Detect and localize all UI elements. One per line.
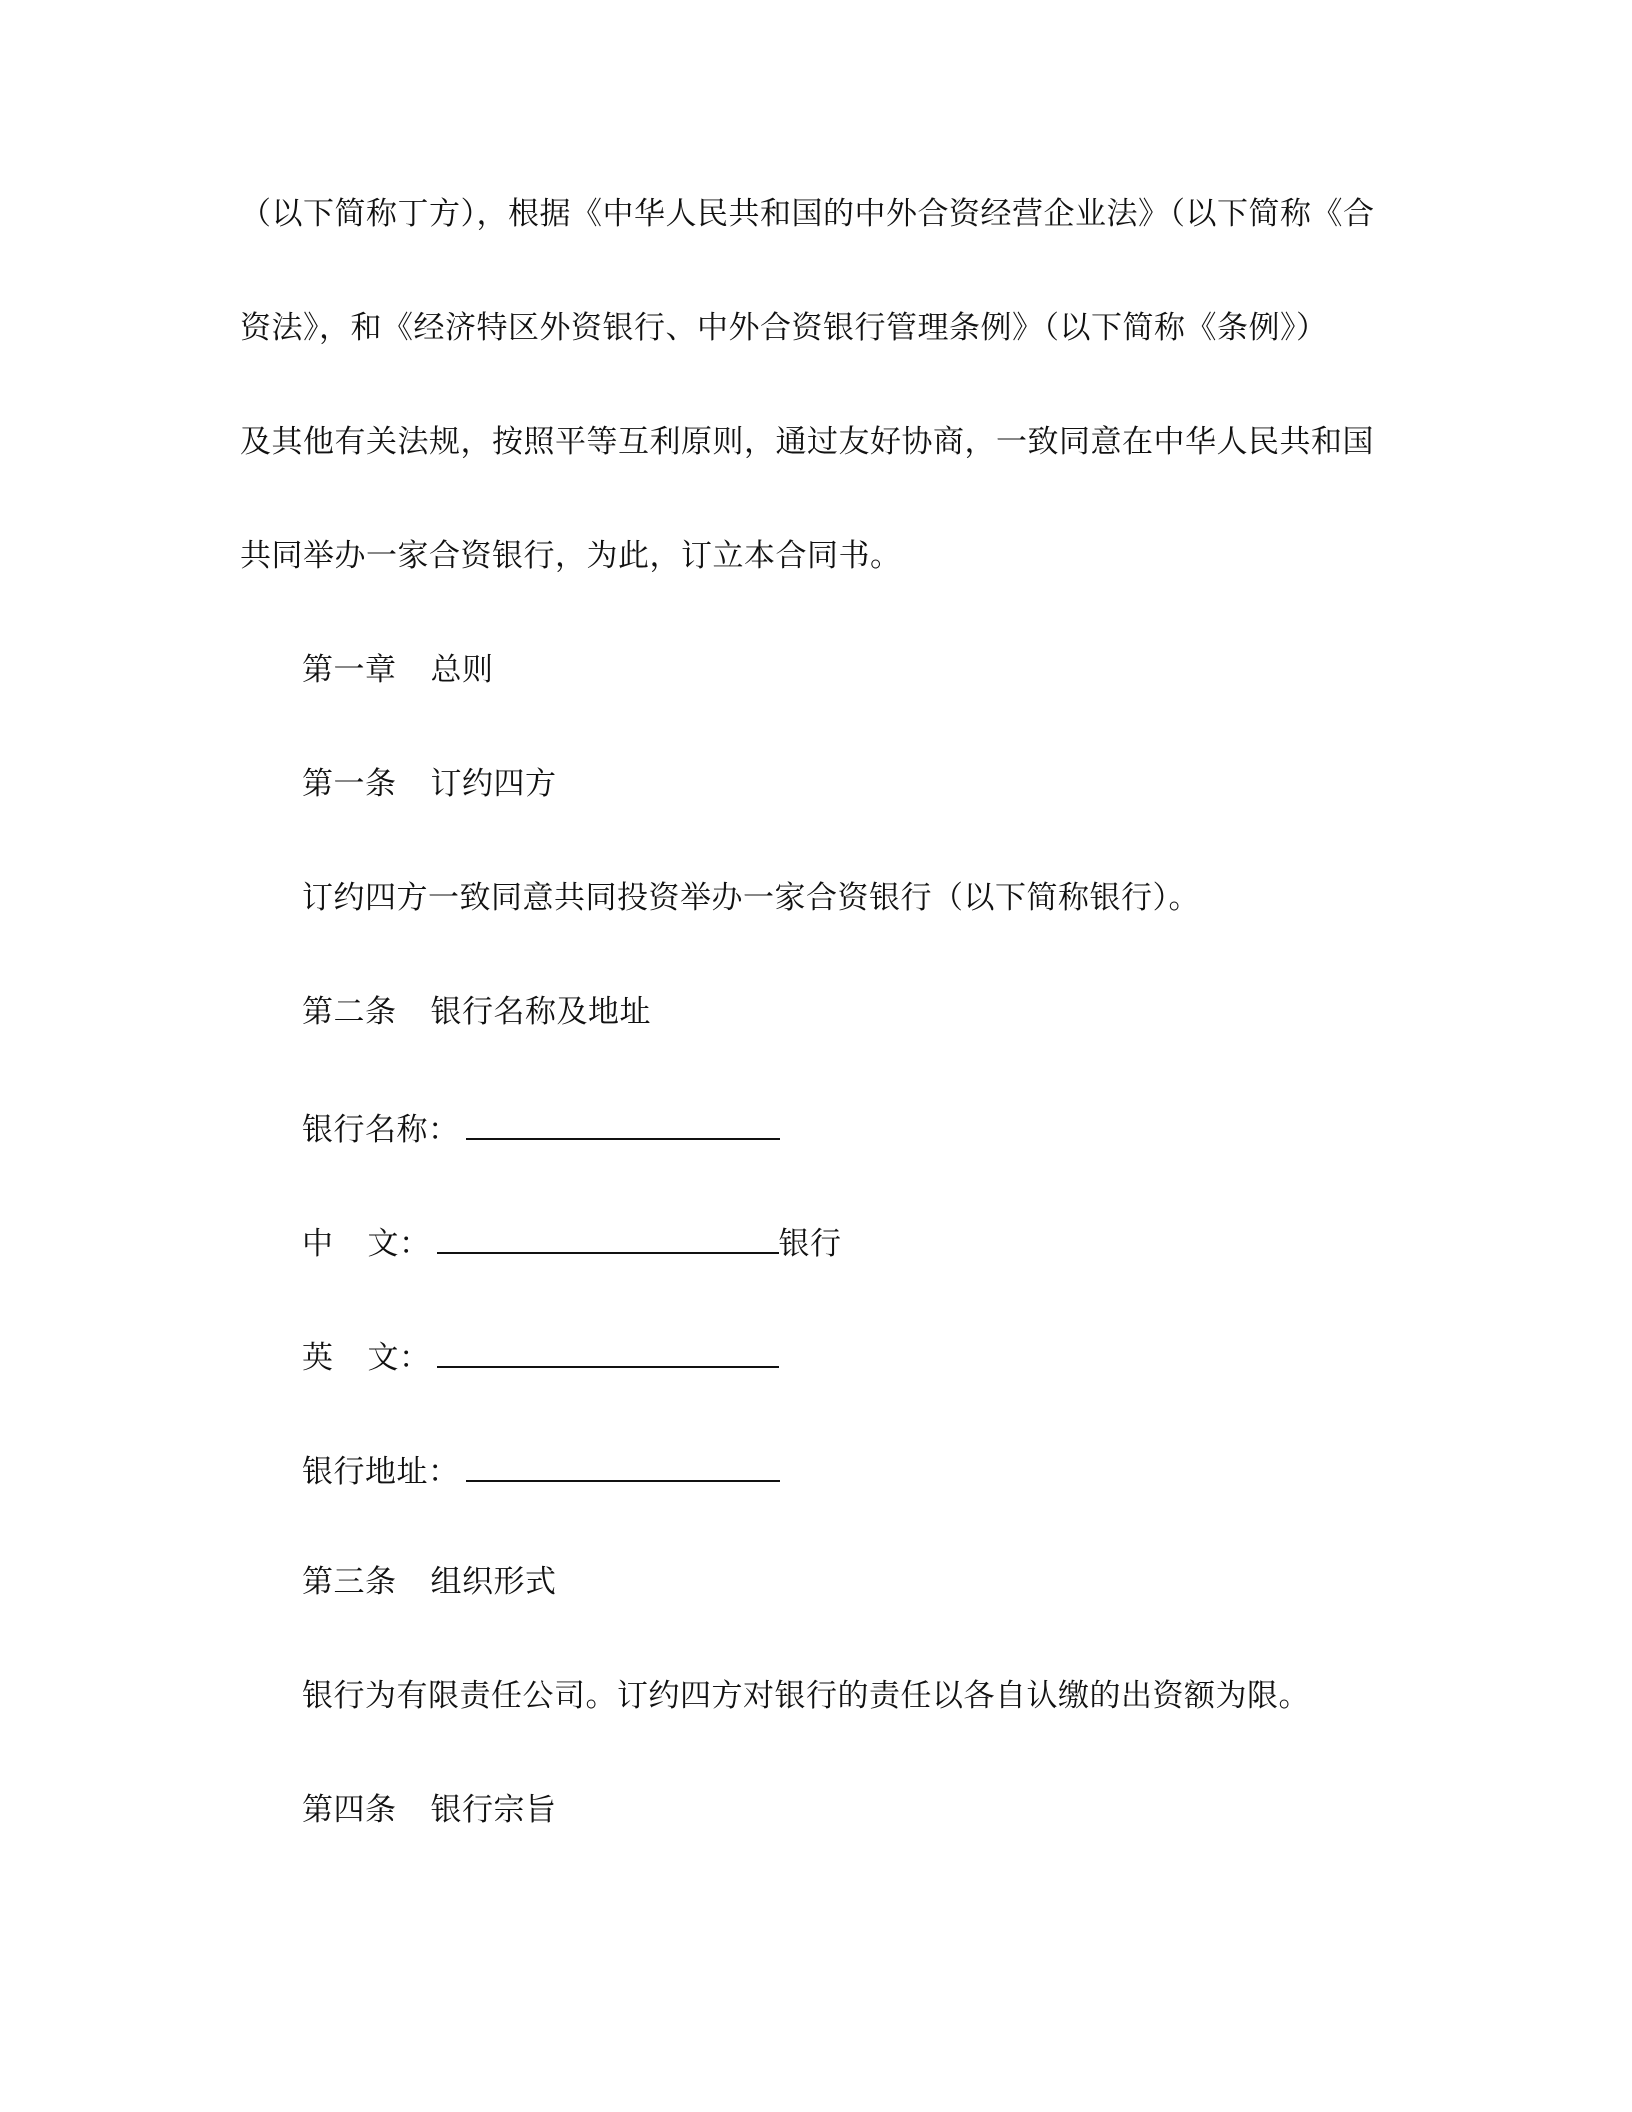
article-title: 订约四方 [430,766,557,802]
chinese-suffix: 银行 [778,1226,842,1262]
article-title: 银行宗旨 [430,1792,557,1828]
article-4-heading [302,1788,557,1832]
intro-line-4: 共同举办一家合资银行，为此，订立本合同书。 [240,538,902,574]
english-name-blank[interactable] [437,1332,779,1368]
intro-line-3: 及其他有关法规，按照平等互利原则，通过友好协商，一致同意在中华人民共和国 [240,424,1374,460]
english-name-row [302,1332,779,1380]
article-2-heading [302,990,651,1034]
article-title: 银行名称及地址 [430,994,651,1030]
article-number: 第二条 [302,994,397,1030]
bank-name-label: 银行名称： [302,1112,460,1148]
english-label-b: 文： [367,1340,431,1376]
article-number: 第三条 [302,1564,397,1600]
article-3-body: 银行为有限责任公司。订约四方对银行的责任以各自认缴的出资额为限。 [302,1678,1310,1714]
intro-line-2: 资法》，和《经济特区外资银行、中外合资银行管理条例》（以下简称《条例》） [240,310,1328,346]
chinese-name-row [302,1218,842,1266]
english-label-a: 英 [302,1340,334,1376]
bank-address-row [302,1446,780,1494]
intro-line-1: （以下简称丁方），根据《中华人民共和国的中外合资经营企业法》（以下简称《合 [240,196,1375,232]
article-number: 第四条 [302,1792,397,1828]
article-number: 第一条 [302,766,397,802]
bank-name-row [302,1104,780,1152]
bank-address-blank[interactable] [466,1446,780,1482]
chinese-label-a: 中 [302,1226,334,1262]
article-1-heading [302,762,557,806]
chinese-name-blank[interactable] [437,1218,779,1254]
chinese-label-b: 文： [367,1226,431,1262]
chapter-title: 总则 [430,652,494,688]
bank-address-label: 银行地址： [302,1454,460,1490]
bank-name-blank[interactable] [466,1104,780,1140]
article-3-heading [302,1560,557,1604]
chapter-number: 第一章 [302,652,397,688]
article-title: 组织形式 [430,1564,557,1600]
chapter-1-heading [302,648,494,692]
article-1-body: 订约四方一致同意共同投资举办一家合资银行（以下简称银行）。 [302,880,1200,916]
